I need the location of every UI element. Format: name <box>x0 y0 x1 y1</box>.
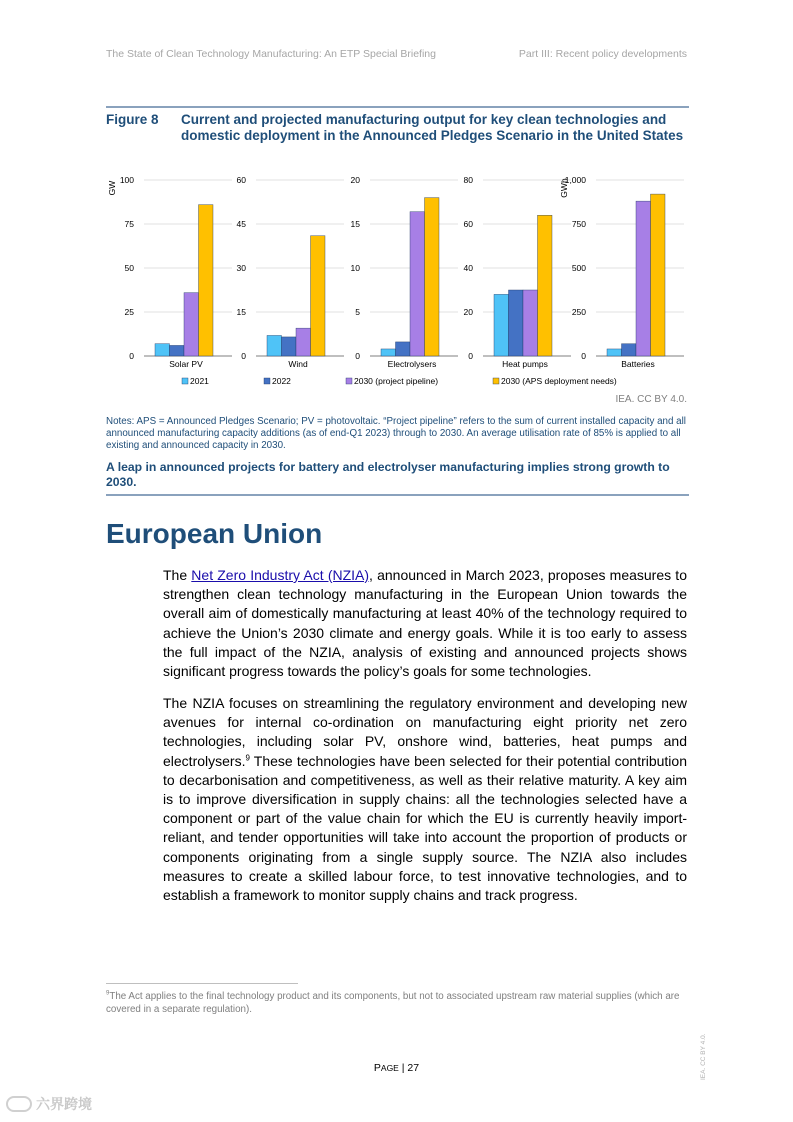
legend-swatch <box>264 378 270 384</box>
bar <box>425 198 440 356</box>
y-tick-label: 10 <box>350 263 360 273</box>
page-value: 27 <box>407 1062 420 1074</box>
y-tick-label: 50 <box>124 263 134 273</box>
legend-label: 2021 <box>190 376 209 386</box>
para2-post: These technologies have been selected for their potential contribution to decarbonisation and competitiveness, as well as their relative maturity. A key aim is to improve diversification in supply chains: all the technologies selected have a component or part of the value chain for which the EU is currently heavily import-reliant, and tender opportunities will take into account the proportion of products or components originating from a single supply source. The NZIA also includes measures to create a skilled labour force, to test innovative technologies, and to establish a framework to monitor supply chains and track progress. <box>163 752 687 904</box>
y-axis-unit: GW <box>107 180 117 196</box>
y-tick-label: 20 <box>350 175 360 185</box>
category-label: Heat pumps <box>502 359 548 369</box>
figure-chart <box>100 168 693 396</box>
bar <box>396 342 411 356</box>
section-heading: European Union <box>106 518 323 549</box>
watermark-logo <box>6 1094 92 1114</box>
y-tick-label: 20 <box>463 307 473 317</box>
legend-swatch <box>182 378 188 384</box>
running-header-title: The State of Clean Technology Manufacturing: An ETP Special Briefing <box>106 48 436 60</box>
page-label-initial: P <box>373 1062 381 1074</box>
footnote-number: 9 <box>106 990 110 997</box>
y-tick-label: 500 <box>571 263 586 273</box>
para2-pre: The NZIA focuses on streamlining the regulatory environment and developing new avenues for internal co-ordination on manufacturing eight priority net zero technologies, including solar PV, onshore wind, batteries, heat pumps and electrolysers. <box>163 695 687 769</box>
bar <box>381 349 396 356</box>
bar <box>199 205 214 356</box>
y-tick-label: 0 <box>129 351 134 361</box>
category-label: Solar PV <box>169 359 203 369</box>
bar <box>311 236 326 356</box>
bar <box>282 337 297 356</box>
page-separator: | <box>398 1062 408 1074</box>
bar <box>267 335 282 356</box>
y-tick-label: 40 <box>463 263 473 273</box>
bar <box>410 212 425 356</box>
figure-takeaway: A leap in announced projects for battery and electrolyser manufacturing implies strong growth to 2030. <box>106 460 670 489</box>
y-axis-unit: GWh <box>559 178 569 198</box>
y-tick-label: 15 <box>350 219 360 229</box>
y-tick-label: 60 <box>463 219 473 229</box>
footnote-text: The Act applies to the final technology product and its components, but not to associated upstream raw material supplies (which are covered in a separate regulation). <box>106 991 680 1015</box>
paragraph-1 <box>163 566 687 681</box>
bar <box>538 215 553 356</box>
y-tick-label: 60 <box>236 175 246 185</box>
page-label-rest: AGE <box>380 1063 399 1073</box>
para1-pre: The <box>163 567 192 583</box>
category-label: Wind <box>288 359 308 369</box>
legend-label: 2030 (project pipeline) <box>354 376 439 386</box>
paragraph-2 <box>163 694 687 905</box>
bar <box>509 290 524 356</box>
bar <box>607 349 622 356</box>
side-license: IEA. CC BY 4.0. <box>700 1033 707 1080</box>
y-tick-label: 30 <box>236 263 246 273</box>
figure-label: Figure 8 <box>106 112 159 127</box>
y-tick-label: 0 <box>355 351 360 361</box>
running-header-section: Part III: Recent policy developments <box>518 48 687 60</box>
y-tick-label: 75 <box>124 219 134 229</box>
footnote <box>106 990 689 1016</box>
y-tick-label: 250 <box>571 307 586 317</box>
figure-bottom-rule <box>106 494 689 496</box>
legend-swatch <box>493 378 499 384</box>
figure-credit: IEA. CC BY 4.0. <box>615 394 687 405</box>
y-tick-label: 80 <box>463 175 473 185</box>
bar <box>296 328 311 356</box>
legend-label: 2030 (APS deployment needs) <box>501 376 617 386</box>
nzia-link[interactable]: Net Zero Industry Act (NZIA) <box>191 567 370 583</box>
footnote-ref[interactable]: 9 <box>245 752 250 762</box>
bar <box>523 290 538 356</box>
bar <box>622 344 637 356</box>
footnote-rule <box>106 983 298 984</box>
bar <box>651 194 666 356</box>
bar <box>636 201 651 356</box>
y-tick-label: 100 <box>119 175 134 185</box>
watermark-badge-icon <box>6 1096 32 1112</box>
figure-top-rule <box>106 106 689 108</box>
y-tick-label: 1,000 <box>564 175 586 185</box>
y-tick-label: 750 <box>571 219 586 229</box>
y-tick-label: 15 <box>236 307 246 317</box>
category-label: Electrolysers <box>387 359 437 369</box>
legend-label: 2022 <box>272 376 291 386</box>
legend-swatch <box>346 378 352 384</box>
page-number <box>0 1062 793 1074</box>
figure-notes: Notes: APS = Announced Pledges Scenario; PV = photovoltaic. “Project pipeline” refers to the sum of current installed capacity and all announced manufacturing capacity additions (as of end-Q1 2023) through to 2030. An average utilisation rate of 85% is applied to all existing and announced capacity in 2030. <box>106 416 686 451</box>
y-tick-label: 25 <box>124 307 134 317</box>
bar <box>170 345 185 356</box>
y-tick-label: 0 <box>241 351 246 361</box>
bar <box>155 344 170 356</box>
bar <box>494 294 509 356</box>
y-tick-label: 5 <box>355 307 360 317</box>
bar <box>184 293 199 356</box>
category-label: Batteries <box>621 359 655 369</box>
watermark-text: 六界跨境 <box>36 1096 92 1112</box>
y-tick-label: 45 <box>236 219 246 229</box>
figure-title: Current and projected manufacturing output for key clean technologies and domestic deployment in the Announced Pledges Scenario in the United States <box>181 112 684 143</box>
y-tick-label: 0 <box>468 351 473 361</box>
y-tick-label: 0 <box>581 351 586 361</box>
para1-post: , announced in March 2023, proposes measures to strengthen clean technology manufacturing in the European Union towards the overall aim of domestically manufacturing at least 40% of the technology required to achieve the Union’s 2030 climate and energy goals. While it is too early to assess the full impact of the NZIA, analysis of existing and announced projects shows significant progress towards the policy’s goals for some technologies. <box>163 567 687 680</box>
